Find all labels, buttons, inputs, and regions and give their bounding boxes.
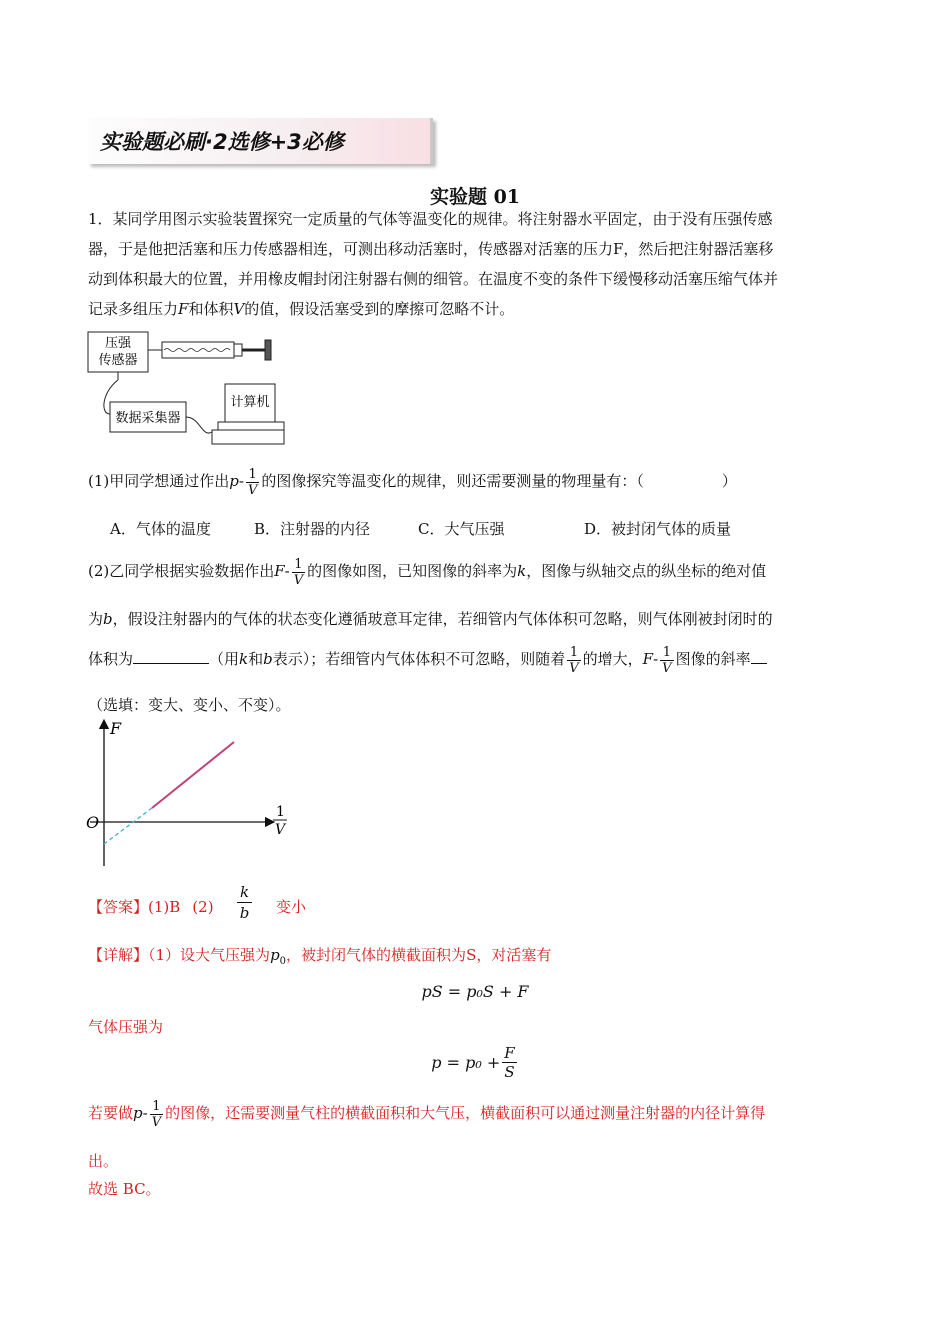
answer-blank-1[interactable] (133, 647, 209, 664)
answer-fraction: k b (237, 882, 252, 923)
fraction-1-over-v: $\frac{1}{V}$ (247, 466, 258, 498)
answer-row: 【答案】(1)B (2) (88, 898, 214, 916)
wire-3 (186, 417, 212, 433)
part2-line-3: 体积为 （用k和b表示）；若细管内气体体积不可忽略，则随着 $\frac{1}{V}$ 的增大，F- $\frac{1}{V}$ 图像的斜率 (88, 644, 863, 676)
x-axis-label-den: V (275, 822, 286, 838)
stem-line-1: 1．某同学用图示实验装置探究一定质量的气体等温变化的规律。将注射器水平固定，由于没有压强传感 (88, 210, 773, 228)
part2-line-4: （选填：变大、变小、不变）。 (88, 696, 291, 714)
equation-1: pS = p₀S + F (421, 982, 529, 1001)
answer-tag: 【答案】 (88, 898, 149, 916)
syringe-barrel (162, 342, 234, 358)
option-b: B．注射器的内径 (254, 520, 371, 538)
part2-line-2: 为b，假设注射器内的气体的状态变化遵循玻意耳定律，若细管内气体体积可忽略，则气体刚被封闭时的 (88, 610, 773, 628)
gas-wave (164, 349, 230, 352)
syringe-piston (234, 344, 242, 356)
section-banner (88, 118, 433, 164)
detail-line-2: 气体压强为 (88, 1018, 164, 1036)
answer-3: 变小 (276, 898, 307, 916)
computer-case (212, 430, 284, 444)
answer-blank-2[interactable] (751, 647, 767, 664)
sensor-label-2: 传感器 (98, 353, 138, 368)
extrapolated-line (104, 808, 152, 844)
part1-question: (1)甲同学想通过作出p- $\frac{1}{V}$ 的图像探究等温变化的规律，则还需要测量的物理量有：（ ） (88, 466, 737, 498)
part2-line-1: (2)乙同学根据实验数据作出F- $\frac{1}{V}$ 的图像如图，已知图像的斜率为k，图像与纵轴交点的纵坐标的绝对值 (88, 556, 767, 588)
origin-label: O (86, 813, 100, 832)
x-axis-label-num: 1 (276, 804, 285, 820)
computer-label: 计算机 (230, 395, 270, 410)
stem-line-3: 动到体积最大的位置，并用橡皮帽封闭注射器右侧的细管。在温度不变的条件下缓慢移动活塞压缩气体并 (88, 270, 779, 288)
equation-2: p = p₀ + $\frac{F}{S}$ (431, 1044, 515, 1081)
apparatus-diagram (80, 322, 300, 452)
detail-line-4: 出。 (88, 1152, 119, 1170)
page-title: 实验题 01 (429, 186, 521, 208)
computer-base (218, 422, 284, 430)
wire-2 (104, 380, 118, 414)
option-a: A．气体的温度 (110, 520, 211, 538)
y-axis-label: F (110, 719, 122, 738)
option-d: D．被封闭气体的质量 (584, 520, 732, 538)
sensor-label-1: 压强 (104, 336, 132, 351)
data-line (152, 742, 234, 808)
f-v-graph (80, 716, 300, 876)
collector-label: 数据采集器 (115, 411, 181, 426)
banner-text: 实验题必刷·2选修+3必修 (100, 130, 344, 154)
option-c: C．大气压强 (418, 520, 505, 538)
detail-line-5: 故选 BC。 (88, 1180, 161, 1198)
question-stem (88, 204, 863, 324)
stem-line-4: 记录多组压力F和体积V的值，假设活塞受到的摩擦可忽略不计。 (88, 300, 515, 318)
piston-handle (265, 340, 271, 360)
detail-line-3: 若要做p- $\frac{1}{V}$ 的图像，还需要测量气柱的横截面积和大气压，横截面积可以通过测量注射器的内径计算得 (88, 1098, 766, 1130)
stem-line-2: 器，于是他把活塞和压力传感器相连，可测出移动活塞时，传感器对活塞的压力F，然后把注射器活塞移 (88, 240, 774, 258)
detail-line-1: 【详解】（1）设大气压强为$p_0$，被封闭气体的横截面积为S，对活塞有 (88, 946, 552, 967)
